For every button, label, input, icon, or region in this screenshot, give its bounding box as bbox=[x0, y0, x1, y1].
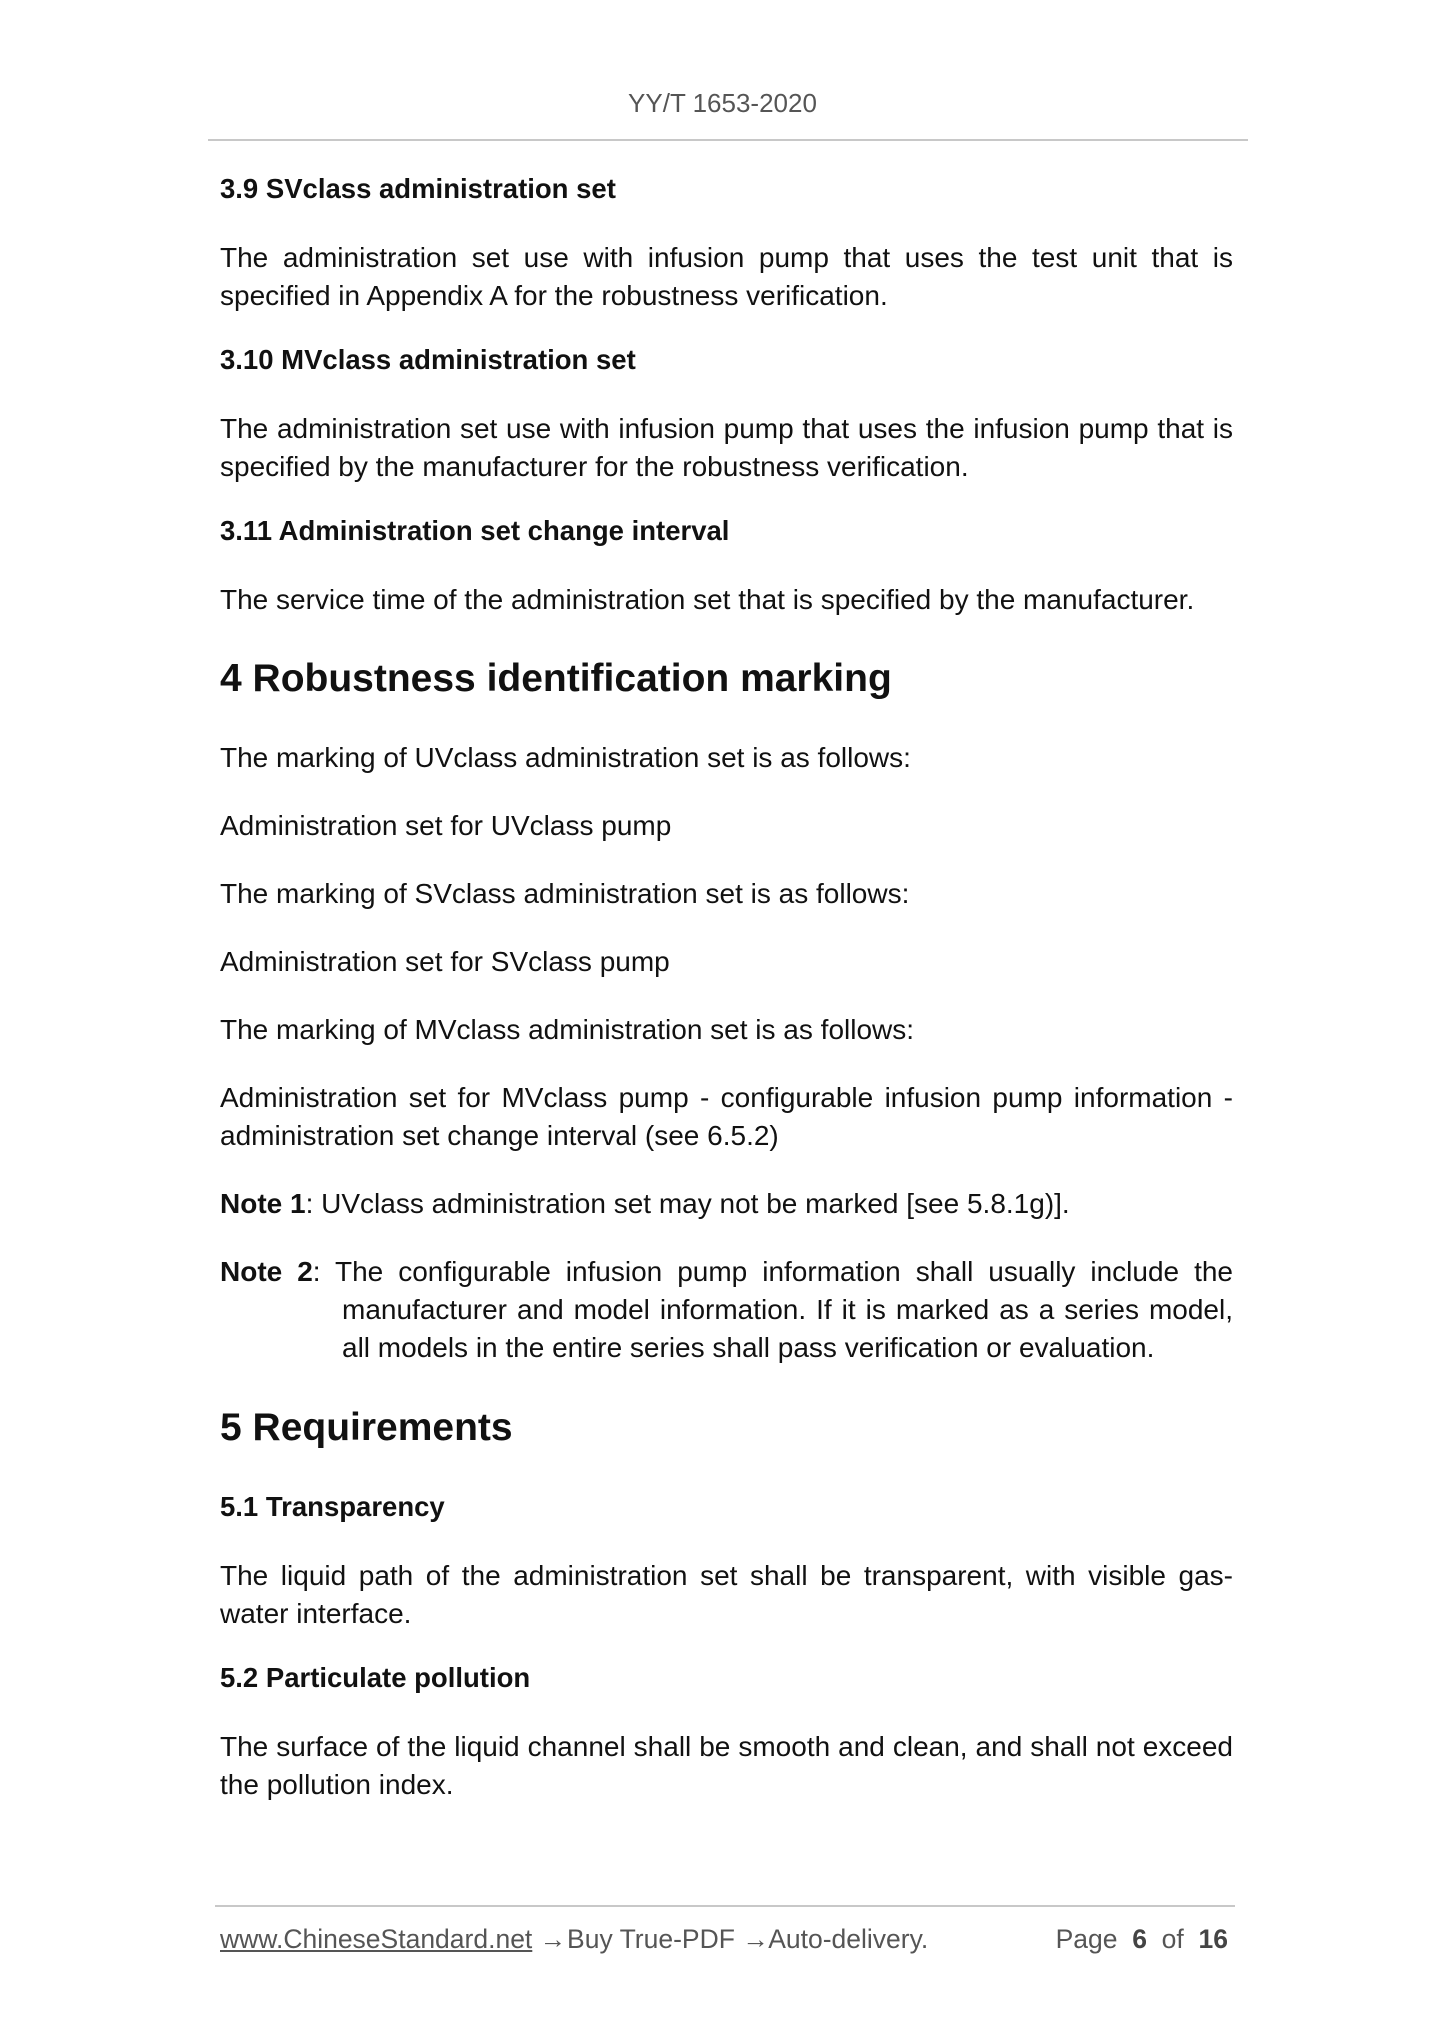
heading-5-2: 5.2 Particulate pollution bbox=[220, 1662, 531, 1693]
heading-3-11: 3.11 Administration set change interval bbox=[220, 515, 730, 546]
auto-delivery-text: Auto-delivery. bbox=[768, 1924, 929, 1954]
note-1 bbox=[220, 1185, 1233, 1223]
paragraph-svclass-marking: The marking of SVclass administration set is as follows: bbox=[220, 878, 910, 909]
paragraph-svclass-label: Administration set for SVclass pump bbox=[220, 946, 670, 977]
paragraph-uvclass-label: Administration set for UVclass pump bbox=[220, 810, 672, 841]
paragraph-5-2: The surface of the liquid channel shall be smooth and clean, and shall not exceed the pollution index. bbox=[220, 1731, 1233, 1800]
paragraph-3-9: The administration set use with infusion pump that uses the test unit that is specified in Appendix A for the robustness verification. bbox=[220, 242, 1233, 311]
page-label: Page bbox=[1055, 1924, 1118, 1954]
page-indicator bbox=[1056, 1922, 1228, 1956]
note-1-text: : UVclass administration set may not be marked [see 5.8.1g)]. bbox=[305, 1188, 1070, 1219]
note-1-label: Note 1 bbox=[220, 1188, 306, 1219]
paragraph-mvclass-label: Administration set for MVclass pump - configurable infusion pump information - administration set change interval (see 6.5.2) bbox=[220, 1082, 1233, 1151]
website-link[interactable]: www.ChineseStandard.net bbox=[220, 1924, 533, 1954]
paragraph-3-10: The administration set use with infusion pump that uses the infusion pump that is specified by the manufacturer for the robustness verification. bbox=[220, 413, 1233, 482]
page-content bbox=[220, 170, 1233, 1804]
page-number: 6 bbox=[1132, 1924, 1147, 1954]
heading-5-1: 5.1 Transparency bbox=[220, 1491, 445, 1522]
arrow-right-icon: → bbox=[539, 1924, 567, 1954]
of-label: of bbox=[1161, 1924, 1184, 1954]
page-total: 16 bbox=[1198, 1924, 1228, 1954]
heading-section-4: 4 Robustness identification marking bbox=[220, 657, 892, 700]
note-2-text: : The configurable infusion pump information shall usually include the manufacturer and model information. If it is marked as a series model, all models in the entire series shall pass verification or evaluation. bbox=[312, 1256, 1233, 1363]
note-2 bbox=[220, 1253, 1233, 1367]
paragraph-uvclass-marking: The marking of UVclass administration set is as follows: bbox=[220, 742, 911, 773]
arrow-right-icon: → bbox=[742, 1924, 769, 1954]
heading-3-9: 3.9 SVclass administration set bbox=[220, 173, 616, 204]
footer-divider bbox=[215, 1905, 1235, 1907]
page-footer bbox=[220, 1922, 1233, 1956]
paragraph-mvclass-marking: The marking of MVclass administration set is as follows: bbox=[220, 1014, 915, 1045]
heading-3-10: 3.10 MVclass administration set bbox=[220, 344, 636, 375]
paragraph-5-1: The liquid path of the administration set shall be transparent, with visible gas-water interface. bbox=[220, 1560, 1233, 1629]
header-divider bbox=[208, 139, 1248, 141]
document-code-header: YY/T 1653-2020 bbox=[628, 88, 817, 118]
note-2-label: Note 2 bbox=[220, 1256, 313, 1287]
paragraph-3-11: The service time of the administration set that is specified by the manufacturer. bbox=[220, 584, 1195, 615]
heading-section-5: 5 Requirements bbox=[220, 1406, 513, 1449]
buy-pdf-text: Buy True-PDF bbox=[567, 1924, 735, 1954]
